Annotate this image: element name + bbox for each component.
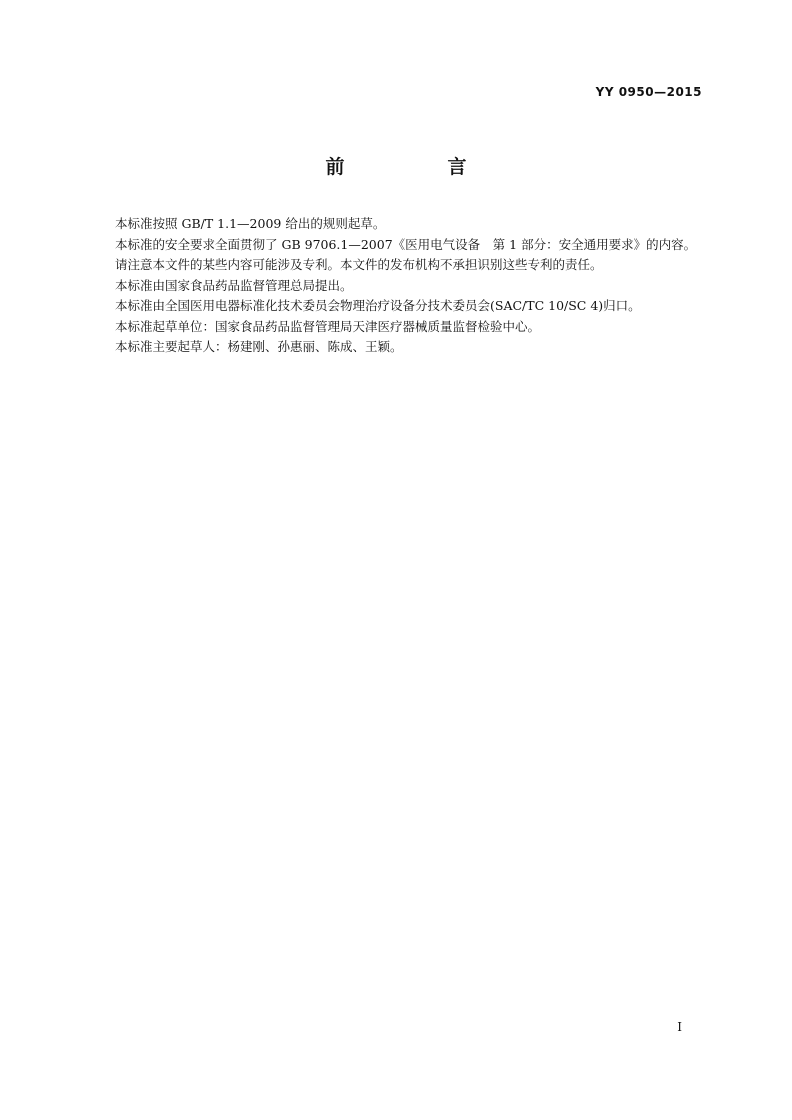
paragraph: 本标准主要起草人：杨建刚、孙惠丽、陈成、王颖。 xyxy=(115,339,403,354)
paragraph: 本标准由国家食品药品监督管理总局提出。 xyxy=(115,277,353,293)
standard-code: YY 0950—2015 xyxy=(595,85,702,99)
paragraph: 本标准的安全要求全面贯彻了 GB 9706.1—2007《医用电气设备 第 1 部分：安全通用要求》的内容。 xyxy=(115,236,697,252)
paragraph: 请注意本文件的某些内容可能涉及专利。本文件的发布机构不承担识别这些专利的责任。 xyxy=(115,257,603,272)
paragraph: 本标准起草单位：国家食品药品监督管理局天津医疗器械质量监督检验中心。 xyxy=(115,318,541,334)
paragraph: 本标准按照 GB/T 1.1—2009 给出的规则起草。 xyxy=(115,216,386,231)
foreword-body xyxy=(90,214,702,358)
page-title: 前 言 xyxy=(325,156,509,178)
page-number: I xyxy=(677,1020,682,1034)
paragraph: 本标准由全国医用电器标准化技术委员会物理治疗设备分技术委员会(SAC/TC 10/SC 4)归口。 xyxy=(115,298,641,313)
